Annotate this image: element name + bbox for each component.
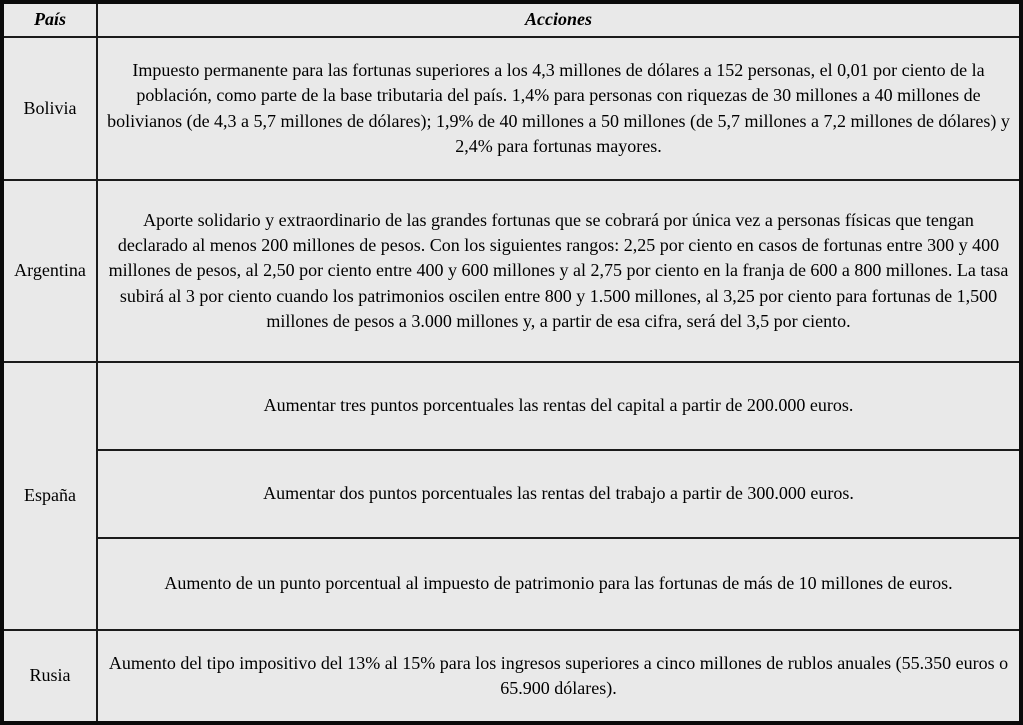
header-acciones: Acciones bbox=[97, 2, 1021, 37]
action-cell-espana-3: Aumento de un punto porcentual al impuesto de patrimonio para las fortunas de más de 10 millones de euros. bbox=[97, 538, 1021, 630]
country-cell-rusia: Rusia bbox=[2, 630, 97, 723]
table-row bbox=[2, 180, 1021, 362]
header-pais: País bbox=[2, 2, 97, 37]
table-row bbox=[2, 538, 1021, 630]
action-cell-rusia: Aumento del tipo impositivo del 13% al 15% para los ingresos superiores a cinco millones de rublos anuales (55.350 euros o 65.900 dólares). bbox=[97, 630, 1021, 723]
table-row bbox=[2, 630, 1021, 723]
table-row bbox=[2, 362, 1021, 450]
table-row bbox=[2, 37, 1021, 180]
action-cell-bolivia: Impuesto permanente para las fortunas superiores a los 4,3 millones de dólares a 152 personas, el 0,01 por ciento de la población, como parte de la base tributaria del país. 1,4% para personas con riquezas de 30 millones a 40 millones de bolivianos (de 4,3 a 5,7 millones de dólares); 1,9% de 40 millones a 50 millones (de 5,7 millones a 7,2 millones de dólares) y 2,4% para fortunas mayores. bbox=[97, 37, 1021, 180]
action-cell-espana-2: Aumentar dos puntos porcentuales las rentas del trabajo a partir de 300.000 euros. bbox=[97, 450, 1021, 538]
country-cell-bolivia: Bolivia bbox=[2, 37, 97, 180]
table-row bbox=[2, 450, 1021, 538]
action-cell-argentina: Aporte solidario y extraordinario de las grandes fortunas que se cobrará por única vez a personas físicas que tengan declarado al menos 200 millones de pesos. Con los siguientes rangos: 2,25 por ciento en casos de fortunas entre 300 y 400 millones de pesos, al 2,50 por ciento entre 400 y 600 millones y al 2,75 por ciento en la franja de 600 a 800 millones. La tasa subirá al 3 por ciento cuando los patrimonios oscilen entre 800 y 1.500 millones, al 3,25 por ciento para fortunas de 1,500 millones de pesos a 3.000 millones y, a partir de esa cifra, será del 3,5 por ciento. bbox=[97, 180, 1021, 362]
country-cell-argentina: Argentina bbox=[2, 180, 97, 362]
country-cell-espana: España bbox=[2, 362, 97, 630]
action-cell-espana-1: Aumentar tres puntos porcentuales las rentas del capital a partir de 200.000 euros. bbox=[97, 362, 1021, 450]
table-header-row bbox=[2, 2, 1021, 37]
